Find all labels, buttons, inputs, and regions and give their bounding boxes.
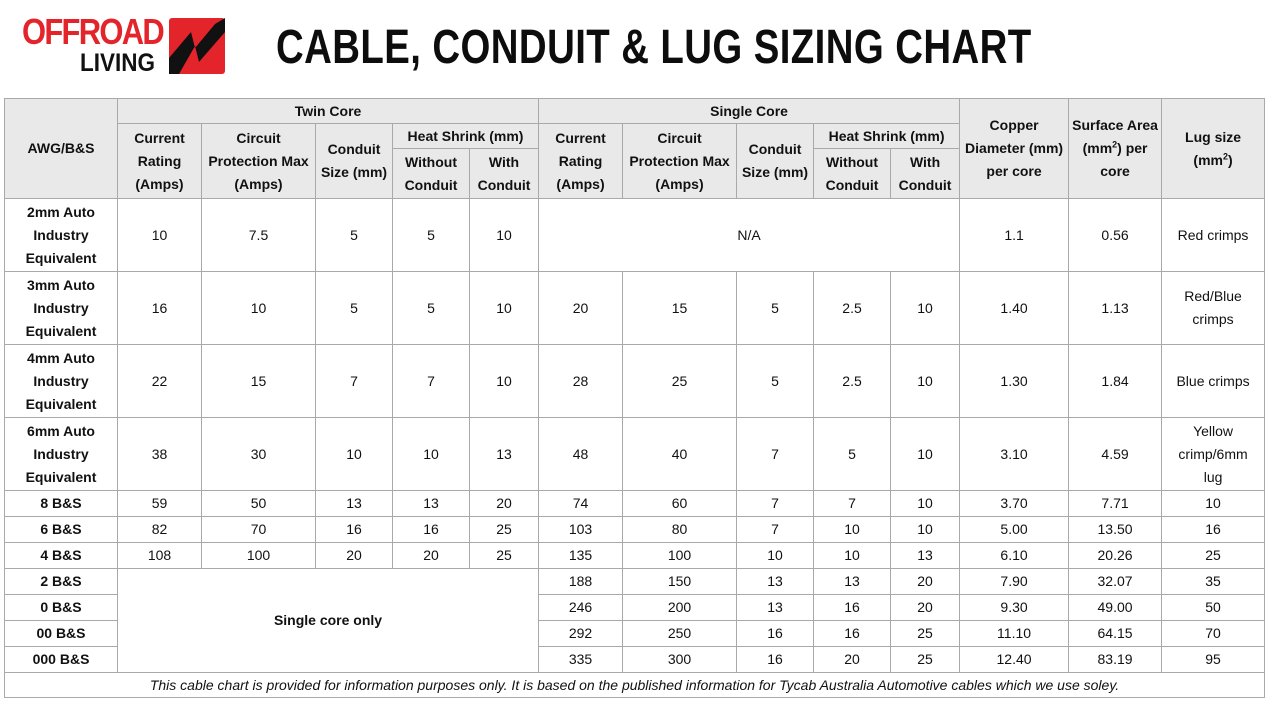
twin-current-rating-header xyxy=(118,124,202,199)
single-heat-shrink-with-cell: 10 xyxy=(891,491,960,517)
surface-area-header: Surface Area $(mm^2)$ per core xyxy=(1069,99,1162,199)
single-heat-shrink-with-cell: 20 xyxy=(891,595,960,621)
awg-cell: 00 B&S xyxy=(5,621,118,647)
table-row xyxy=(5,345,1265,418)
twin-heat-shrink-without-cell: 16 xyxy=(393,517,470,543)
header-line: Rating xyxy=(558,152,603,169)
single-conduit-size-cell: 7 xyxy=(737,491,814,517)
copper-diameter-cell: 3.70 xyxy=(960,491,1069,517)
header-line: With xyxy=(488,153,520,170)
single-current-rating-header xyxy=(539,124,623,199)
single-heat-shrink-header: Heat Shrink (mm) xyxy=(814,124,960,149)
single-circuit-protection-header xyxy=(623,124,737,199)
single-heat-shrink-without-cell: 10 xyxy=(814,517,891,543)
table-body xyxy=(5,199,1265,673)
surface-area-cell: 0.56 xyxy=(1069,199,1162,272)
single-heat-shrink-with-cell: 20 xyxy=(891,569,960,595)
twin-circuit-protection-cell: 70 xyxy=(202,517,316,543)
copper-diameter-cell: 1.40 xyxy=(960,272,1069,345)
offroad-living-logo xyxy=(22,11,227,78)
lug-size-cell: 70 xyxy=(1162,621,1265,647)
single-heat-shrink-with-cell: 25 xyxy=(891,621,960,647)
copper-diameter-cell: 11.10 xyxy=(960,621,1069,647)
table-row xyxy=(5,543,1265,569)
surface-area-cell: 13.50 xyxy=(1069,517,1162,543)
single-core-na-note: N/A xyxy=(539,199,960,272)
surface-area-cell: 32.07 xyxy=(1069,569,1162,595)
lug-size-cell: Blue crimps xyxy=(1162,345,1265,418)
twin-heat-shrink-with-cell: 13 xyxy=(470,418,539,491)
surface-area-cell: 4.59 xyxy=(1069,418,1162,491)
single-heat-shrink-with-cell: 25 xyxy=(891,647,960,673)
surface-area-cell: 49.00 xyxy=(1069,595,1162,621)
single-heat-shrink-without-cell: 16 xyxy=(814,595,891,621)
table-row xyxy=(5,199,1265,272)
twin-conduit-size-cell: 7 xyxy=(316,345,393,418)
single-current-rating-cell: 135 xyxy=(539,543,623,569)
sizing-table xyxy=(4,98,1265,698)
header-line: per core xyxy=(986,163,1042,179)
single-current-rating-cell: 74 xyxy=(539,491,623,517)
single-without-conduit-header xyxy=(814,149,891,199)
twin-circuit-protection-cell: 30 xyxy=(202,418,316,491)
copper-diameter-cell: 12.40 xyxy=(960,647,1069,673)
single-core-only-note: Single core only xyxy=(118,569,539,673)
lug-size-cell: 95 xyxy=(1162,647,1265,673)
header-line: Size (mm) xyxy=(320,164,388,180)
surface-area-cell: 64.15 xyxy=(1069,621,1162,647)
header-line: Conduit xyxy=(327,141,381,157)
single-heat-shrink-without-cell: 5 xyxy=(814,418,891,491)
table-row xyxy=(5,517,1265,543)
single-core-header: Single Core xyxy=(539,99,960,124)
header-line: (Amps) xyxy=(556,175,605,192)
copper-diameter-cell: 9.30 xyxy=(960,595,1069,621)
twin-heat-shrink-without-cell: 10 xyxy=(393,418,470,491)
logo-text-living: LIVING xyxy=(80,49,156,77)
header-line: Current xyxy=(555,129,606,146)
single-circuit-protection-cell: 200 xyxy=(623,595,737,621)
single-conduit-size-cell: 13 xyxy=(737,569,814,595)
twin-without-conduit-header xyxy=(393,149,470,199)
single-conduit-size-cell: 5 xyxy=(737,345,814,418)
header-line: Diameter (mm) xyxy=(965,140,1064,156)
page-header xyxy=(0,0,1267,96)
twin-circuit-protection-cell: 15 xyxy=(202,345,316,418)
page-title: CABLE, CONDUIT & LUG SIZING CHART xyxy=(276,21,1032,74)
lug-size-cell: 35 xyxy=(1162,569,1265,595)
single-circuit-protection-cell: 15 xyxy=(623,272,737,345)
twin-heat-shrink-with-cell: 10 xyxy=(470,199,539,272)
header-line: With xyxy=(909,153,941,170)
single-heat-shrink-without-cell: 16 xyxy=(814,621,891,647)
twin-heat-shrink-without-cell: 7 xyxy=(393,345,470,418)
copper-diameter-cell: 7.90 xyxy=(960,569,1069,595)
header-line: Protection Max xyxy=(629,152,730,169)
twin-with-conduit-header xyxy=(470,149,539,199)
twin-current-rating-cell: 59 xyxy=(118,491,202,517)
single-heat-shrink-without-cell: 7 xyxy=(814,491,891,517)
header-line: Current xyxy=(134,129,185,146)
single-circuit-protection-cell: 80 xyxy=(623,517,737,543)
surface-area-cell: 1.84 xyxy=(1069,345,1162,418)
table-row xyxy=(5,272,1265,345)
single-conduit-size-cell: 16 xyxy=(737,647,814,673)
twin-circuit-protection-cell: 50 xyxy=(202,491,316,517)
twin-heat-shrink-without-cell: 5 xyxy=(393,199,470,272)
single-current-rating-cell: 246 xyxy=(539,595,623,621)
header-line: (Amps) xyxy=(655,175,704,192)
header-line: Protection Max xyxy=(208,152,309,169)
single-heat-shrink-with-cell: 13 xyxy=(891,543,960,569)
awg-cell: 2mm Auto Industry Equivalent xyxy=(5,199,118,272)
lug-size-cell: Red crimps xyxy=(1162,199,1265,272)
awg-cell: 4mm Auto Industry Equivalent xyxy=(5,345,118,418)
single-conduit-size-cell: 16 xyxy=(737,621,814,647)
single-conduit-size-cell: 5 xyxy=(737,272,814,345)
copper-diameter-cell: 5.00 xyxy=(960,517,1069,543)
single-circuit-protection-cell: 25 xyxy=(623,345,737,418)
twin-current-rating-cell: 22 xyxy=(118,345,202,418)
copper-diameter-cell: 1.30 xyxy=(960,345,1069,418)
header-line: Conduit xyxy=(477,176,531,193)
twin-current-rating-cell: 108 xyxy=(118,543,202,569)
single-heat-shrink-without-cell: 13 xyxy=(814,569,891,595)
header-line: (Amps) xyxy=(234,175,283,192)
footer-note: This cable chart is provided for information purposes only. It is based on the published information for Tycab Australia Automotive cables which we use soley. xyxy=(5,673,1265,698)
twin-conduit-size-header xyxy=(316,124,393,199)
surface-area-cell: 1.13 xyxy=(1069,272,1162,345)
awg-cell: 2 B&S xyxy=(5,569,118,595)
table-row xyxy=(5,569,1265,595)
lightning-bolt-icon xyxy=(169,18,225,74)
header-line: Conduit xyxy=(404,176,458,193)
twin-heat-shrink-header: Heat Shrink (mm) xyxy=(393,124,539,149)
single-circuit-protection-cell: 150 xyxy=(623,569,737,595)
twin-heat-shrink-with-cell: 10 xyxy=(470,345,539,418)
twin-core-header: Twin Core xyxy=(118,99,539,124)
twin-current-rating-cell: 10 xyxy=(118,199,202,272)
header-line: Conduit xyxy=(898,176,952,193)
twin-conduit-size-cell: 16 xyxy=(316,517,393,543)
lug-size-cell: Yellow crimp/6mm lug xyxy=(1162,418,1265,491)
single-conduit-size-cell: 10 xyxy=(737,543,814,569)
awg-header: AWG/B&S xyxy=(5,99,118,199)
awg-cell: 6mm Auto Industry Equivalent xyxy=(5,418,118,491)
twin-heat-shrink-without-cell: 5 xyxy=(393,272,470,345)
twin-conduit-size-cell: 13 xyxy=(316,491,393,517)
single-conduit-size-cell: 13 xyxy=(737,595,814,621)
lug-size-header: Lug size $(mm^2)$ xyxy=(1162,99,1265,199)
header-line: Without xyxy=(826,153,879,170)
surface-area-cell: 83.19 xyxy=(1069,647,1162,673)
twin-heat-shrink-with-cell: 10 xyxy=(470,272,539,345)
header-line: Conduit xyxy=(825,176,879,193)
single-circuit-protection-cell: 100 xyxy=(623,543,737,569)
single-current-rating-cell: 188 xyxy=(539,569,623,595)
twin-heat-shrink-without-cell: 20 xyxy=(393,543,470,569)
single-circuit-protection-cell: 40 xyxy=(623,418,737,491)
header-line: Conduit xyxy=(748,141,802,157)
twin-conduit-size-cell: 10 xyxy=(316,418,393,491)
lug-size-cell: 16 xyxy=(1162,517,1265,543)
copper-diameter-cell: 1.1 xyxy=(960,199,1069,272)
lug-size-cell: 25 xyxy=(1162,543,1265,569)
lug-size-cell: Red/Blue crimps xyxy=(1162,272,1265,345)
twin-circuit-protection-cell: 100 xyxy=(202,543,316,569)
single-heat-shrink-without-cell: 2.5 xyxy=(814,345,891,418)
twin-current-rating-cell: 16 xyxy=(118,272,202,345)
copper-diameter-header xyxy=(960,99,1069,199)
twin-heat-shrink-with-cell: 25 xyxy=(470,517,539,543)
header-line: Copper xyxy=(989,117,1039,133)
awg-cell: 6 B&S xyxy=(5,517,118,543)
table-row xyxy=(5,418,1265,491)
table-row xyxy=(5,491,1265,517)
awg-cell: 3mm Auto Industry Equivalent xyxy=(5,272,118,345)
awg-cell: 0 B&S xyxy=(5,595,118,621)
single-with-conduit-header xyxy=(891,149,960,199)
single-heat-shrink-with-cell: 10 xyxy=(891,517,960,543)
twin-circuit-protection-cell: 7.5 xyxy=(202,199,316,272)
single-heat-shrink-with-cell: 10 xyxy=(891,345,960,418)
twin-conduit-size-cell: 5 xyxy=(316,272,393,345)
single-current-rating-cell: 20 xyxy=(539,272,623,345)
header-line: Circuit xyxy=(657,129,702,146)
header-line: Rating xyxy=(137,152,182,169)
single-conduit-size-cell: 7 xyxy=(737,418,814,491)
twin-circuit-protection-cell: 10 xyxy=(202,272,316,345)
copper-diameter-cell: 3.10 xyxy=(960,418,1069,491)
twin-conduit-size-cell: 5 xyxy=(316,199,393,272)
single-current-rating-cell: 28 xyxy=(539,345,623,418)
header-line: (Amps) xyxy=(135,175,184,192)
single-current-rating-cell: 335 xyxy=(539,647,623,673)
logo-text-offroad: OFFROAD xyxy=(22,11,164,52)
single-heat-shrink-with-cell: 10 xyxy=(891,418,960,491)
surface-area-cell: 7.71 xyxy=(1069,491,1162,517)
single-current-rating-cell: 292 xyxy=(539,621,623,647)
copper-diameter-cell: 6.10 xyxy=(960,543,1069,569)
awg-cell: 8 B&S xyxy=(5,491,118,517)
table-header xyxy=(5,99,1265,199)
twin-heat-shrink-with-cell: 20 xyxy=(470,491,539,517)
twin-current-rating-cell: 82 xyxy=(118,517,202,543)
twin-circuit-protection-header xyxy=(202,124,316,199)
single-circuit-protection-cell: 60 xyxy=(623,491,737,517)
lug-size-cell: 10 xyxy=(1162,491,1265,517)
single-circuit-protection-cell: 300 xyxy=(623,647,737,673)
awg-cell: 4 B&S xyxy=(5,543,118,569)
single-conduit-size-cell: 7 xyxy=(737,517,814,543)
twin-heat-shrink-without-cell: 13 xyxy=(393,491,470,517)
header-line: Size (mm) xyxy=(741,164,809,180)
header-line: Without xyxy=(405,153,457,170)
single-circuit-protection-cell: 250 xyxy=(623,621,737,647)
single-heat-shrink-without-cell: 10 xyxy=(814,543,891,569)
surface-area-cell: 20.26 xyxy=(1069,543,1162,569)
twin-conduit-size-cell: 20 xyxy=(316,543,393,569)
single-heat-shrink-with-cell: 10 xyxy=(891,272,960,345)
single-heat-shrink-without-cell: 20 xyxy=(814,647,891,673)
lug-size-cell: 50 xyxy=(1162,595,1265,621)
single-current-rating-cell: 103 xyxy=(539,517,623,543)
single-current-rating-cell: 48 xyxy=(539,418,623,491)
single-heat-shrink-without-cell: 2.5 xyxy=(814,272,891,345)
header-line: Circuit xyxy=(236,129,281,146)
awg-cell: 000 B&S xyxy=(5,647,118,673)
single-conduit-size-header xyxy=(737,124,814,199)
twin-current-rating-cell: 38 xyxy=(118,418,202,491)
twin-heat-shrink-with-cell: 25 xyxy=(470,543,539,569)
